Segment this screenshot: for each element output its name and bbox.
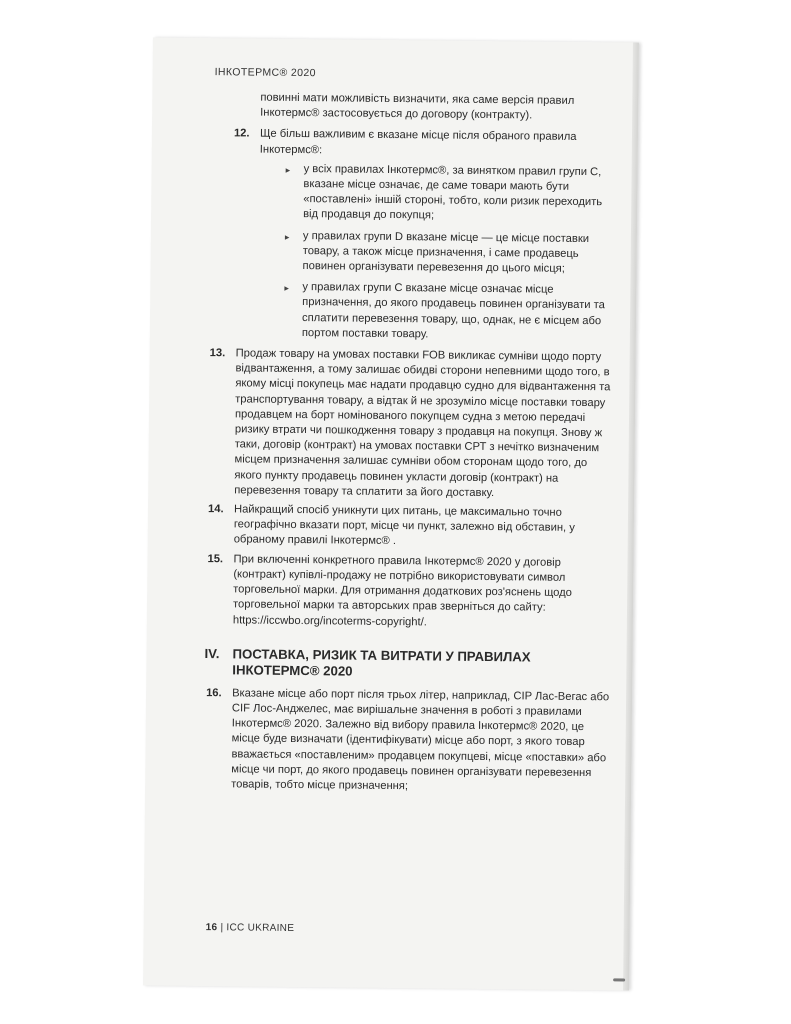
numbered-item-12	[210, 127, 620, 345]
page-content	[205, 90, 620, 800]
footer-label: ICC UKRAINE	[226, 922, 295, 935]
page-footer	[206, 922, 295, 934]
page-edge	[623, 43, 639, 991]
triangle-bullet-icon: ▸	[284, 231, 290, 242]
running-header: ІНКОТЕРМС® 2020	[214, 66, 316, 80]
item-number: 15.	[207, 552, 224, 565]
list-item: ▸ у правилах групи С вказане місце означає місце призначення, до якого продавець повинен організувати та сплатити перевезення товару, що, однак, не є місцем або портом поставки товару.	[284, 281, 605, 341]
section-numeral: IV.	[204, 645, 220, 661]
scan-artifact	[613, 978, 625, 981]
item-text: Вказане місце або порт після трьох літер, наприклад, CIP Лас-Вегас або CIF Лос-Анджелес, має вирішальне значення в роботі з правилами Інкотермс® 2020. Залежно від вибору правила Інкотермс® 2020, це місце буде визначати (ідентифікувати) місце або порт, з якого товар вважається «поставленим» продавцем покупцеві, місце «поставки» або місце чи порт, до якого продавець повинен організувати перевезення товарів, тобто місце призначення;	[231, 687, 610, 793]
numbered-item-14	[208, 502, 616, 552]
item-number: 12.	[233, 127, 250, 140]
list-item: ▸ у правилах групи D вказане місце — це місце поставки товару, а також місце призначення, і саме продавець повинен організувати перевезення до цього місця;	[284, 229, 590, 275]
document-page	[143, 37, 639, 990]
list-item: ▸ у всіх правилах Інкотермс®, за винятком правил групи С, вказане місце означає, де саме товари мають бути «поставлені» іншій стороні, тобто, коли ризик переходить від продавця до покупця;	[285, 162, 603, 222]
numbered-item-13	[208, 346, 618, 502]
triangle-bullet-icon: ▸	[284, 283, 289, 294]
item-number: 16.	[206, 686, 222, 699]
continuation-paragraph: повинні мати можливість визначити, яка саме версія правил Інкотермс® застосовується до договору (контракту).	[260, 91, 575, 122]
item-text: Ще більш важливим є вказане місце після обраного правила Інкотермс®:	[259, 128, 577, 156]
bullet-list	[258, 161, 620, 344]
page-number: 16	[205, 922, 218, 934]
item-text: Продаж товару на умовах поставки FOB викликає сумніви щодо порту відвантаження, а тому залишає обидві сторони непевними щодо того, в якому місці покупець має надати продавцю судно для відвантаження та транспортування товару, а відтак й не зрозуміло місце поставки товару продавцем на борт номінованого покупцем судна з метою передачі ризику втрати чи пошкодження товару з продавця на покупця. Знову ж таки, договір (контракт) на умовах поставки СРТ з нечітко визначеним місцем призначення залишає сумніви обом сторонам щодо того, до якого пункту продавець повинен укласти договір (контракт) на перевезення товару та сплатити за його доставку.	[234, 347, 611, 499]
footer-separator: |	[217, 922, 227, 934]
numbered-item-15	[207, 552, 616, 632]
item-number: 13.	[209, 347, 226, 360]
section-heading-iv	[206, 646, 614, 682]
item-number: 14.	[207, 503, 224, 516]
triangle-bullet-icon: ▸	[285, 164, 291, 175]
numbered-item-16	[205, 686, 614, 797]
section-title: ПОСТАВКА, РИЗИК ТА ВИТРАТИ У ПРАВИЛАХ ІНКОТЕРМС® 2020	[232, 646, 531, 679]
item-text: Найкращий спосіб уникнути цих питань, це максимально точно географічно вказати порт, місце чи пункт, залежно від обставин, у обраному правилі Інкотермс® .	[233, 503, 575, 548]
item-text: При включенні конкретного правила Інкотермс® 2020 у договір (контракт) купівлі-продажу не потрібно використовувати символ торговельної марки. Для отримання додаткових роз'яснень щодо торговельної марки та авторських прав зверніться до сайту: https://iccwbo.org/incoterms-copyright/.	[232, 553, 572, 628]
